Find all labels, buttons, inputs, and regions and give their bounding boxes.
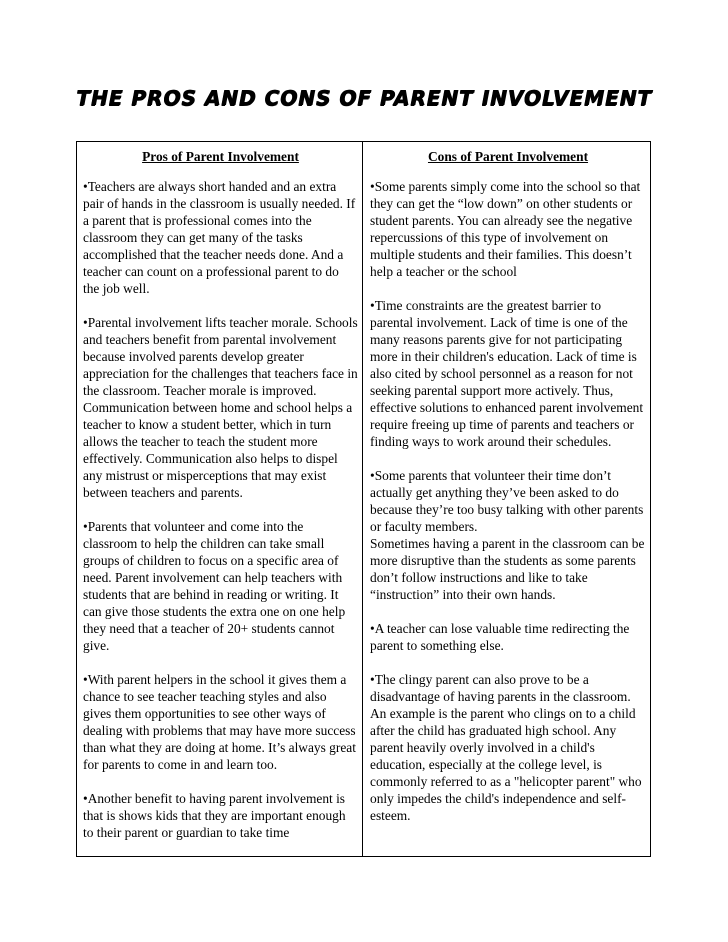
cons-paragraph: •Time constraints are the greatest barrier to parental involvement. Lack of time is one of the many reasons parents give for not participating more in their children's education. Lack of time is also cited by school personnel as a reason for not seeking parental support more actively. Thus, effective solutions to enhanced parent involvement require freeing up time of parents and teachers or finding ways to work around their schedules. bbox=[370, 298, 644, 449]
cons-paragraph: Sometimes having a parent in the classroom can be more disruptive than the students as some parents don’t follow instructions and like to take “instruction” into their own hands. bbox=[370, 536, 645, 602]
pros-paragraph: •Parental involvement lifts teacher morale. Schools and teachers benefit from parental involvement because involved parents develop greater appreciation for the challenges that teachers face in the classroom. Teacher morale is improved. Communication between home and school helps a teacher to know a student better, which in turn allows the teacher to teach the student more effectively. Communication also helps to dispel any mistrust or misperceptions that may exist between teachers and parents. bbox=[83, 315, 358, 500]
pros-heading: Pros of Parent Involvement bbox=[142, 149, 299, 164]
cons-paragraph: •A teacher can lose valuable time redirecting the parent to something else. bbox=[370, 621, 630, 653]
cons-heading: Cons of Parent Involvement bbox=[427, 149, 589, 164]
cons-paragraph: •Some parents that volunteer their time don’t actually get anything they’ve been asked to do because they’re too busy talking with other parents or faculty members. bbox=[370, 468, 644, 534]
pros-paragraph: •Another benefit to having parent involvement is that is shows kids that they are important enough to their parent or guardian to take time bbox=[83, 791, 346, 840]
cons-paragraph: •Some parents simply come into the school so that they can get the “low down” on other students or student parents. You can already see the negative repercussions of this type of involvement on multiple students and their families. This doesn’t help a teacher or the school bbox=[370, 179, 641, 279]
document-title: THE PROS AND CONS OF PARENT INVOLVEMENT bbox=[76, 86, 652, 110]
pros-paragraph: •Parents that volunteer and come into the classroom to help the children can take small groups of children to focus on a specific area of need. Parent involvement can help teachers with students that are behind in reading or writing. It can give those students the extra one on one help they need that a teacher of 20+ students cannot give. bbox=[83, 519, 346, 653]
cons-column bbox=[363, 142, 650, 856]
cons-paragraph: •The clingy parent can also prove to be a disadvantage of having parents in the classroom. An example is the parent who clings on to a child after the child has graduated high school. Any parent heavily overly involved in a child's education, especially at the college level, is commonly referred to as a "helicopter parent" who only impedes the child's independence and self-esteem. bbox=[370, 672, 642, 823]
pros-cons-table bbox=[76, 141, 651, 857]
pros-paragraph: •Teachers are always short handed and an extra pair of hands in the classroom is usually needed. If a parent that is professional comes into the classroom they can get many of the tasks accomplished that the teacher needs done. And a teacher can count on a professional parent to do the job well. bbox=[83, 179, 356, 296]
pros-column bbox=[77, 142, 363, 856]
pros-paragraph: •With parent helpers in the school it gives them a chance to see teacher teaching styles and also gives them opportunities to see other ways of dealing with problems that may have more success than what they are doing at home. It’s always great for parents to come in and learn too. bbox=[83, 672, 356, 772]
